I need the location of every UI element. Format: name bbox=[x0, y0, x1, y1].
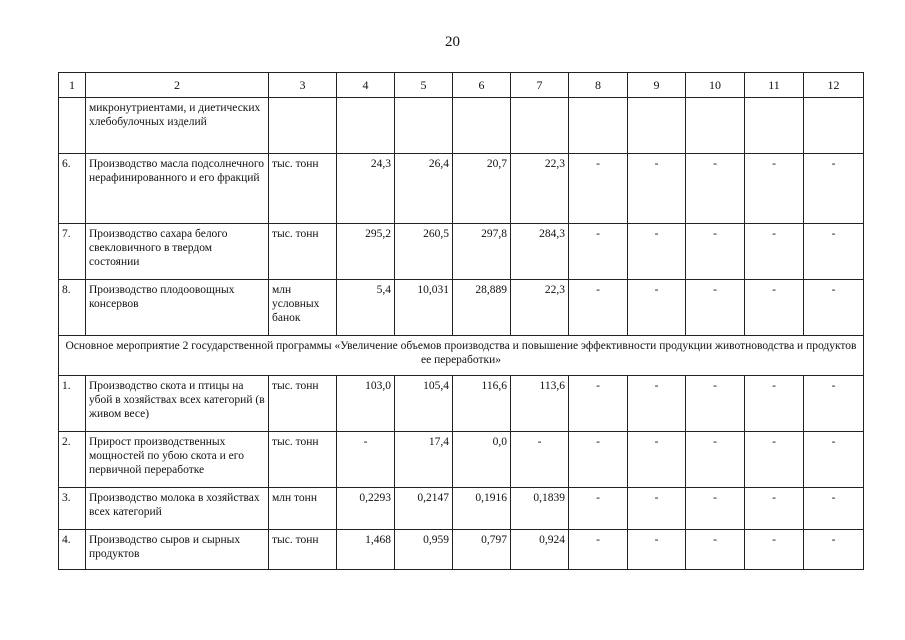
value-cell: - bbox=[804, 224, 864, 280]
unit-cell: тыс. тонн bbox=[269, 376, 337, 432]
column-header: 8 bbox=[569, 73, 628, 98]
value-cell: 1,468 bbox=[337, 530, 395, 570]
program-indicators-table bbox=[58, 72, 864, 570]
table-row bbox=[59, 98, 864, 154]
value-cell bbox=[453, 98, 511, 154]
value-cell: - bbox=[745, 154, 804, 224]
column-header: 3 bbox=[269, 73, 337, 98]
table-row bbox=[59, 530, 864, 570]
unit-cell bbox=[269, 98, 337, 154]
row-number-cell: 7. bbox=[59, 224, 86, 280]
value-cell: 0,797 bbox=[453, 530, 511, 570]
indicator-name-cell: микронутриентами, и диетических хлебобулочных изделий bbox=[86, 98, 269, 154]
value-cell: - bbox=[628, 488, 686, 530]
value-cell: - bbox=[511, 432, 569, 488]
value-cell bbox=[804, 98, 864, 154]
value-cell: 22,3 bbox=[511, 280, 569, 336]
value-cell: - bbox=[804, 488, 864, 530]
value-cell: 0,0 bbox=[453, 432, 511, 488]
unit-cell: тыс. тонн bbox=[269, 530, 337, 570]
value-cell: 260,5 bbox=[395, 224, 453, 280]
value-cell: 295,2 bbox=[337, 224, 395, 280]
row-number-cell: 8. bbox=[59, 280, 86, 336]
value-cell: 297,8 bbox=[453, 224, 511, 280]
value-cell: 24,3 bbox=[337, 154, 395, 224]
value-cell: - bbox=[745, 224, 804, 280]
table-body bbox=[59, 73, 864, 570]
value-cell: 0,924 bbox=[511, 530, 569, 570]
unit-cell: млн условных банок bbox=[269, 280, 337, 336]
row-number-cell: 4. bbox=[59, 530, 86, 570]
page-number: 20 bbox=[445, 34, 460, 50]
value-cell: 10,031 bbox=[395, 280, 453, 336]
value-cell: - bbox=[628, 154, 686, 224]
table-header-row bbox=[59, 73, 864, 98]
indicator-name-cell: Производство молока в хозяйствах всех категорий bbox=[86, 488, 269, 530]
value-cell: 103,0 bbox=[337, 376, 395, 432]
value-cell: - bbox=[686, 432, 745, 488]
value-cell: 0,2293 bbox=[337, 488, 395, 530]
row-number-cell: 3. bbox=[59, 488, 86, 530]
indicator-name-cell: Производство скота и птицы на убой в хозяйствах всех категорий (в живом весе) bbox=[86, 376, 269, 432]
value-cell: 116,6 bbox=[453, 376, 511, 432]
value-cell: 0,1839 bbox=[511, 488, 569, 530]
table-row bbox=[59, 488, 864, 530]
column-header: 5 bbox=[395, 73, 453, 98]
indicator-name-cell: Прирост производственных мощностей по убою скота и его первичной переработке bbox=[86, 432, 269, 488]
value-cell: 17,4 bbox=[395, 432, 453, 488]
value-cell: 284,3 bbox=[511, 224, 569, 280]
unit-cell: млн тонн bbox=[269, 488, 337, 530]
unit-cell: тыс. тонн bbox=[269, 224, 337, 280]
column-header: 11 bbox=[745, 73, 804, 98]
value-cell: - bbox=[686, 530, 745, 570]
value-cell: - bbox=[686, 376, 745, 432]
value-cell: - bbox=[569, 376, 628, 432]
value-cell: 0,959 bbox=[395, 530, 453, 570]
value-cell: - bbox=[569, 224, 628, 280]
table-row bbox=[59, 154, 864, 224]
value-cell: - bbox=[804, 432, 864, 488]
value-cell: 20,7 bbox=[453, 154, 511, 224]
value-cell: - bbox=[686, 154, 745, 224]
value-cell: 28,889 bbox=[453, 280, 511, 336]
indicator-name-cell: Производство сахара белого свекловичного в твердом состоянии bbox=[86, 224, 269, 280]
table-row bbox=[59, 432, 864, 488]
value-cell: 5,4 bbox=[337, 280, 395, 336]
value-cell: - bbox=[569, 530, 628, 570]
value-cell: - bbox=[804, 154, 864, 224]
value-cell: - bbox=[628, 530, 686, 570]
value-cell: - bbox=[569, 280, 628, 336]
section-title: Основное мероприятие 2 государственной программы «Увеличение объемов производства и повышение эффективности продукции животноводства и продуктов ее переработки» bbox=[59, 336, 864, 376]
row-number-cell: 6. bbox=[59, 154, 86, 224]
value-cell: - bbox=[745, 376, 804, 432]
value-cell: 0,1916 bbox=[453, 488, 511, 530]
row-number-cell: 2. bbox=[59, 432, 86, 488]
value-cell: - bbox=[686, 224, 745, 280]
value-cell: - bbox=[628, 224, 686, 280]
column-header: 1 bbox=[59, 73, 86, 98]
value-cell: 105,4 bbox=[395, 376, 453, 432]
value-cell: 113,6 bbox=[511, 376, 569, 432]
indicator-name-cell: Производство плодоовощных консервов bbox=[86, 280, 269, 336]
row-number-cell: 1. bbox=[59, 376, 86, 432]
value-cell: - bbox=[628, 280, 686, 336]
value-cell: - bbox=[745, 432, 804, 488]
value-cell: - bbox=[628, 376, 686, 432]
value-cell: - bbox=[628, 432, 686, 488]
table-row bbox=[59, 376, 864, 432]
column-header: 7 bbox=[511, 73, 569, 98]
value-cell bbox=[686, 98, 745, 154]
indicator-name-cell: Производство масла подсолнечного нерафинированного и его фракций bbox=[86, 154, 269, 224]
column-header: 12 bbox=[804, 73, 864, 98]
value-cell bbox=[569, 98, 628, 154]
value-cell: - bbox=[745, 280, 804, 336]
value-cell: - bbox=[804, 280, 864, 336]
value-cell: - bbox=[804, 530, 864, 570]
table-row bbox=[59, 280, 864, 336]
value-cell: - bbox=[686, 280, 745, 336]
value-cell: - bbox=[745, 488, 804, 530]
value-cell: - bbox=[745, 530, 804, 570]
column-header: 10 bbox=[686, 73, 745, 98]
value-cell: - bbox=[804, 376, 864, 432]
section-row bbox=[59, 336, 864, 376]
column-header: 2 bbox=[86, 73, 269, 98]
value-cell bbox=[395, 98, 453, 154]
value-cell bbox=[745, 98, 804, 154]
column-header: 6 bbox=[453, 73, 511, 98]
value-cell bbox=[628, 98, 686, 154]
value-cell: 22,3 bbox=[511, 154, 569, 224]
table-row bbox=[59, 224, 864, 280]
value-cell: 0,2147 bbox=[395, 488, 453, 530]
value-cell: - bbox=[686, 488, 745, 530]
column-header: 4 bbox=[337, 73, 395, 98]
value-cell: - bbox=[569, 488, 628, 530]
value-cell: - bbox=[337, 432, 395, 488]
unit-cell: тыс. тонн bbox=[269, 154, 337, 224]
value-cell: 26,4 bbox=[395, 154, 453, 224]
value-cell bbox=[511, 98, 569, 154]
row-number-cell bbox=[59, 98, 86, 154]
column-header: 9 bbox=[628, 73, 686, 98]
value-cell: - bbox=[569, 154, 628, 224]
indicator-name-cell: Производство сыров и сырных продуктов bbox=[86, 530, 269, 570]
value-cell bbox=[337, 98, 395, 154]
unit-cell: тыс. тонн bbox=[269, 432, 337, 488]
value-cell: - bbox=[569, 432, 628, 488]
